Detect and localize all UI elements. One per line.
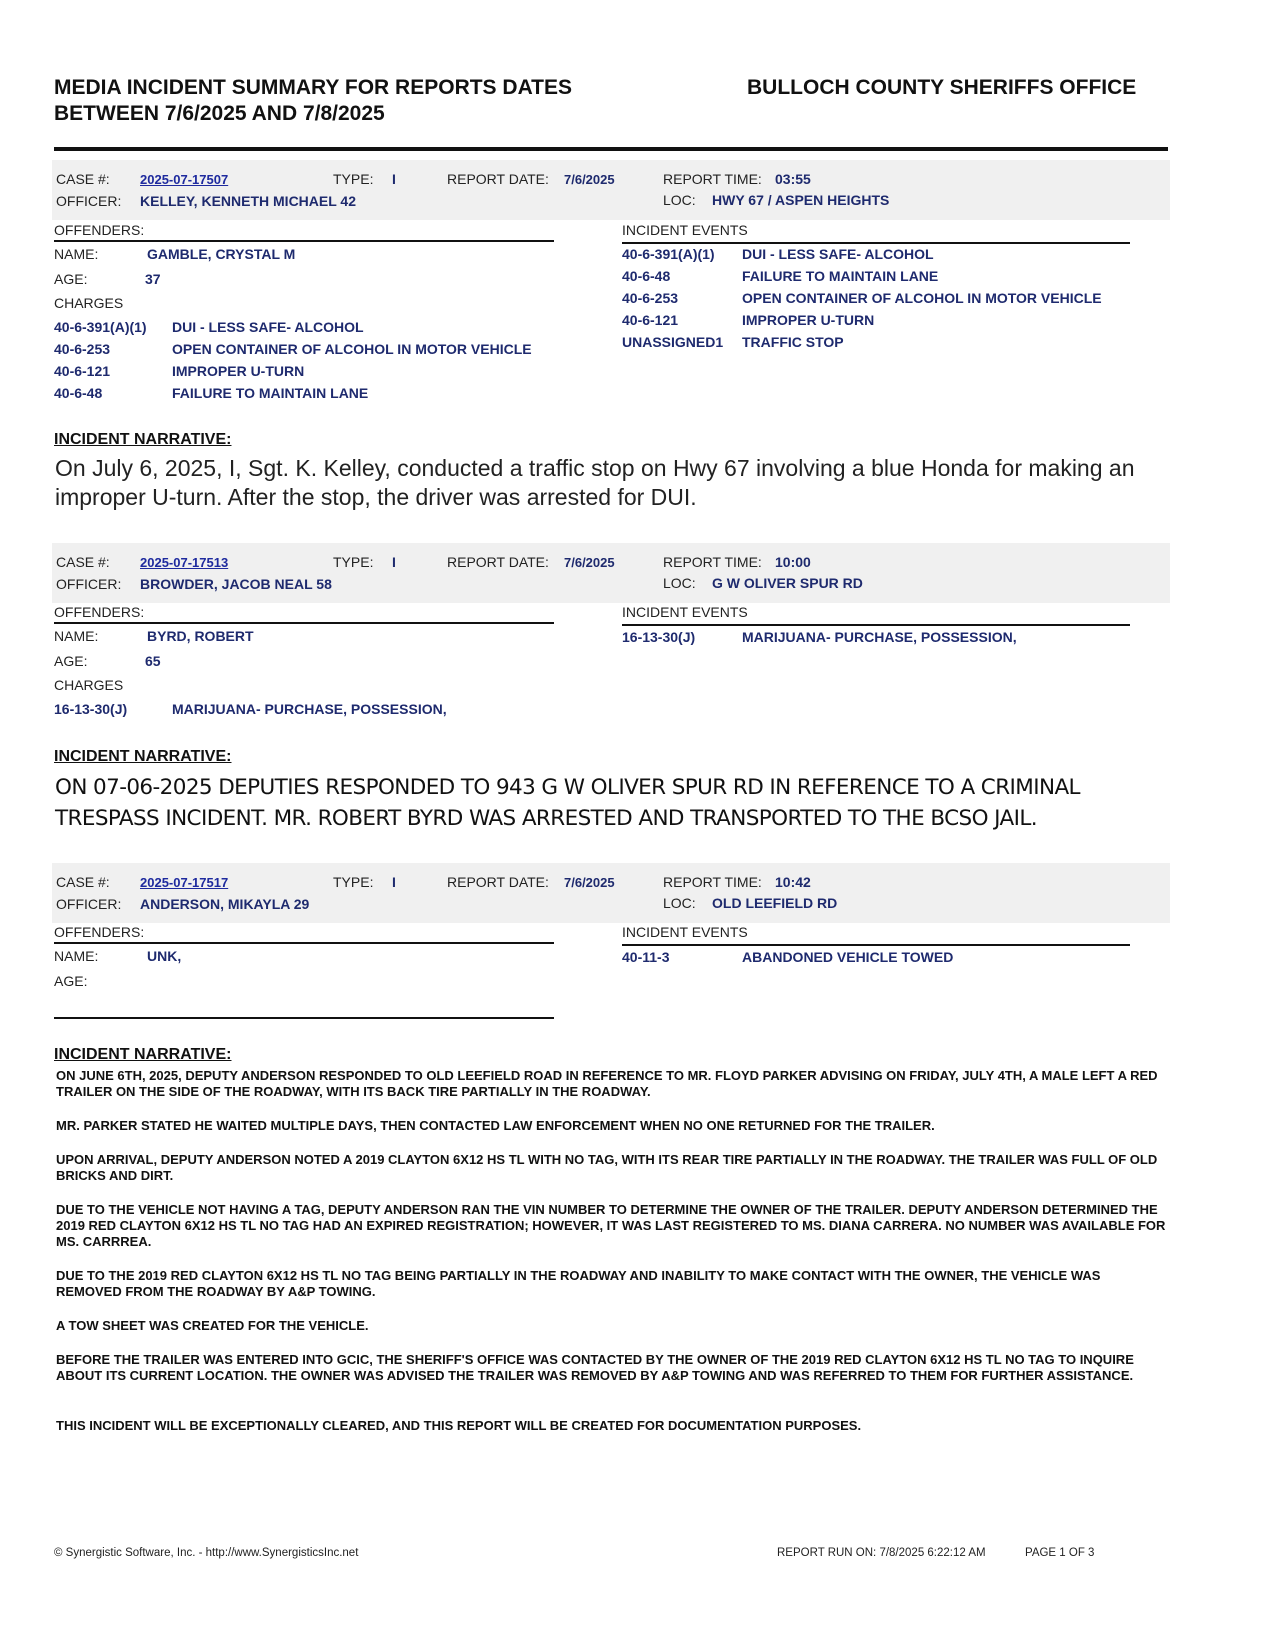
charge-desc: OPEN CONTAINER OF ALCOHOL IN MOTOR VEHICLE [172,341,532,357]
offenders-label: OFFENDERS: [54,924,145,940]
name-label: NAME: [54,628,99,644]
event-desc: MARIJUANA- PURCHASE, POSSESSION, [742,629,1017,645]
case-number-link[interactable]: 2025-07-17517 [140,875,229,890]
officer-label: OFFICER: [56,576,122,592]
report-date-value: 7/6/2025 [564,875,615,890]
event-code: 40-6-391(A)(1) [622,246,715,262]
event-desc: TRAFFIC STOP [742,334,844,350]
officer-value: KELLEY, KENNETH MICHAEL 42 [140,193,356,209]
narrative-text: On July 6, 2025, I, Sgt. K. Kelley, conducted a traffic stop on Hwy 67 involving a blue Honda for making an improper U-turn. After the stop, the driver was arrested for DUI. [55,455,1135,510]
report-time-label: REPORT TIME: [663,554,762,570]
report-time-value: 10:42 [775,874,811,890]
loc-label: LOC: [663,575,696,591]
narrative-heading: INCIDENT NARRATIVE: [54,1046,232,1063]
charge-desc: FAILURE TO MAINTAIN LANE [172,385,369,401]
charge-desc: MARIJUANA- PURCHASE, POSSESSION, [172,701,447,717]
age-label: AGE: [54,271,88,287]
event-code: 40-6-253 [622,290,679,306]
offender-age: 65 [145,653,161,669]
events-underline [622,624,1130,626]
case-header-band [52,863,1170,923]
name-label: NAME: [54,246,99,262]
offenders-label: OFFENDERS: [54,604,145,620]
event-code: 40-6-48 [622,268,671,284]
type-label: TYPE: [333,554,374,570]
narrative-text: ON 07-06-2025 DEPUTIES RESPONDED TO 943 G W OLIVER SPUR RD IN REFERENCE TO A CRIMINAL TRESPASS INCIDENT. MR. ROBERT BYRD WAS ARRESTED AND TRANSPORTED TO THE BCSO JAIL. [55,775,1080,831]
incident-events-label: INCIDENT EVENTS [622,222,748,238]
charge-code: 40-6-121 [54,363,111,379]
loc-value: OLD LEEFIELD RD [712,895,838,911]
officer-label: OFFICER: [56,896,122,912]
officer-value: BROWDER, JACOB NEAL 58 [140,576,332,592]
charge-desc: IMPROPER U-TURN [172,363,305,379]
narrative-paragraph: UPON ARRIVAL, DEPUTY ANDERSON NOTED A 2019 CLAYTON 6X12 HS TL WITH NO TAG, WITH ITS REAR TIRE PARTIALLY IN THE ROADWAY. THE TRAILER WAS FULL OF OLD BRICKS AND DIRT. [56,1152,1158,1183]
offender-age: 37 [145,271,161,287]
events-underline [622,242,1130,244]
case-header-band [52,543,1170,603]
narrative-paragraph: THIS INCIDENT WILL BE EXCEPTIONALLY CLEARED, AND THIS REPORT WILL BE CREATED FOR DOCUMENTATION PURPOSES. [56,1418,862,1433]
event-desc: FAILURE TO MAINTAIN LANE [742,268,939,284]
report-title-line2: BETWEEN 7/6/2025 AND 7/8/2025 [54,102,385,125]
age-label: AGE: [54,653,88,669]
type-value: I [392,171,396,187]
event-desc: OPEN CONTAINER OF ALCOHOL IN MOTOR VEHICLE [742,290,1102,306]
report-time-value: 10:00 [775,554,811,570]
narrative-paragraph: ON JUNE 6TH, 2025, DEPUTY ANDERSON RESPONDED TO OLD LEEFIELD ROAD IN REFERENCE TO MR. FLOYD PARKER ADVISING ON FRIDAY, JULY 4TH, A MALE LEFT A RED TRAILER ON THE SIDE OF THE ROADWAY, WITH ITS BACK TIRE PARTIALLY IN THE ROADWAY. [56,1068,1158,1099]
name-label: NAME: [54,948,99,964]
type-value: I [392,554,396,570]
footer-page-number: PAGE 1 OF 3 [1025,1547,1095,1559]
offenders-underline [54,622,554,624]
age-label: AGE: [54,973,88,989]
incident-events-label: INCIDENT EVENTS [622,604,748,620]
offenders-bottom-rule [54,1017,554,1019]
offenders-underline [54,240,554,242]
narrative-heading: INCIDENT NARRATIVE: [54,431,232,448]
footer-copyright: © Synergistic Software, Inc. - http://www.SynergisticsInc.net [54,1547,359,1559]
report-date-label: REPORT DATE: [447,171,549,187]
case-number-link[interactable]: 2025-07-17513 [140,555,229,570]
charges-label: CHARGES [54,295,124,311]
case-label: CASE #: [56,874,110,890]
offenders-underline [54,942,554,944]
footer-report-run: REPORT RUN ON: 7/8/2025 6:22:12 AM [777,1547,986,1559]
charges-label: CHARGES [54,677,124,693]
case-header-band [52,160,1170,220]
event-desc: DUI - LESS SAFE- ALCOHOL [742,246,934,262]
report-date-label: REPORT DATE: [447,554,549,570]
charge-code: 40-6-253 [54,341,111,357]
narrative-paragraph: A TOW SHEET WAS CREATED FOR THE VEHICLE. [56,1318,369,1333]
loc-label: LOC: [663,192,696,208]
report-date-value: 7/6/2025 [564,172,615,187]
agency-name: BULLOCH COUNTY SHERIFFS OFFICE [747,76,1137,99]
loc-label: LOC: [663,895,696,911]
report-title-line1: MEDIA INCIDENT SUMMARY FOR REPORTS DATES [54,76,573,99]
case-label: CASE #: [56,554,110,570]
event-code: 16-13-30(J) [622,629,696,645]
events-underline [622,944,1130,946]
narrative-paragraph: BEFORE THE TRAILER WAS ENTERED INTO GCIC, THE SHERIFF'S OFFICE WAS CONTACTED BY THE OWNER OF THE 2019 RED CLAYTON 6X12 HS TL NO TAG TO INQUIRE ABOUT ITS CURRENT LOCATION. THE OWNER WAS ADVISED THE TRAILER WAS REMOVED BY A&P TOWING AND WAS REFERRED TO THEM FOR FURTHER ASSISTANCE. [56,1352,1134,1383]
offender-name: UNK, [147,948,182,964]
officer-label: OFFICER: [56,193,122,209]
type-value: I [392,874,396,890]
event-code: 40-6-121 [622,312,679,328]
event-code: UNASSIGNED1 [622,334,724,350]
charge-code: 40-6-48 [54,385,103,401]
loc-value: G W OLIVER SPUR RD [712,575,863,591]
report-time-value: 03:55 [775,171,811,187]
case-label: CASE #: [56,171,110,187]
report-time-label: REPORT TIME: [663,171,762,187]
event-desc: ABANDONED VEHICLE TOWED [742,949,954,965]
offender-name: BYRD, ROBERT [147,628,254,644]
narrative-paragraph: MR. PARKER STATED HE WAITED MULTIPLE DAYS, THEN CONTACTED LAW ENFORCEMENT WHEN NO ONE RETURNED FOR THE TRAILER. [56,1118,935,1133]
narrative-heading: INCIDENT NARRATIVE: [54,748,232,765]
case-number-link[interactable]: 2025-07-17507 [140,172,229,187]
charge-desc: DUI - LESS SAFE- ALCOHOL [172,319,364,335]
narrative-paragraph: DUE TO THE 2019 RED CLAYTON 6X12 HS TL NO TAG BEING PARTIALLY IN THE ROADWAY AND INABILITY TO MAKE CONTACT WITH THE OWNER, THE VEHICLE WAS REMOVED FROM THE ROADWAY BY A&P TOWING. [56,1268,1101,1299]
incident-events-label: INCIDENT EVENTS [622,924,748,940]
report-date-value: 7/6/2025 [564,555,615,570]
offenders-label: OFFENDERS: [54,222,145,238]
type-label: TYPE: [333,874,374,890]
event-desc: IMPROPER U-TURN [742,312,875,328]
charge-code: 40-6-391(A)(1) [54,319,147,335]
header-divider [54,147,1168,151]
report-time-label: REPORT TIME: [663,874,762,890]
offender-name: GAMBLE, CRYSTAL M [147,246,296,262]
event-code: 40-11-3 [622,949,670,965]
type-label: TYPE: [333,171,374,187]
officer-value: ANDERSON, MIKAYLA 29 [140,896,310,912]
narrative-paragraph: DUE TO THE VEHICLE NOT HAVING A TAG, DEPUTY ANDERSON RAN THE VIN NUMBER TO DETERMINE THE OWNER OF THE TRAILER. DEPUTY ANDERSON DETERMINED THE 2019 RED CLAYTON 6X12 HS TL NO TAG HAD AN EXPIRED REGISTRATION; HOWEVER, IT WAS LAST REGISTERED TO MS. DIANA CARRERA. NO NUMBER WAS AVAILABLE FOR MS. CARRREA. [56,1202,1166,1249]
charge-code: 16-13-30(J) [54,701,128,717]
loc-value: HWY 67 / ASPEN HEIGHTS [712,192,890,208]
report-date-label: REPORT DATE: [447,874,549,890]
